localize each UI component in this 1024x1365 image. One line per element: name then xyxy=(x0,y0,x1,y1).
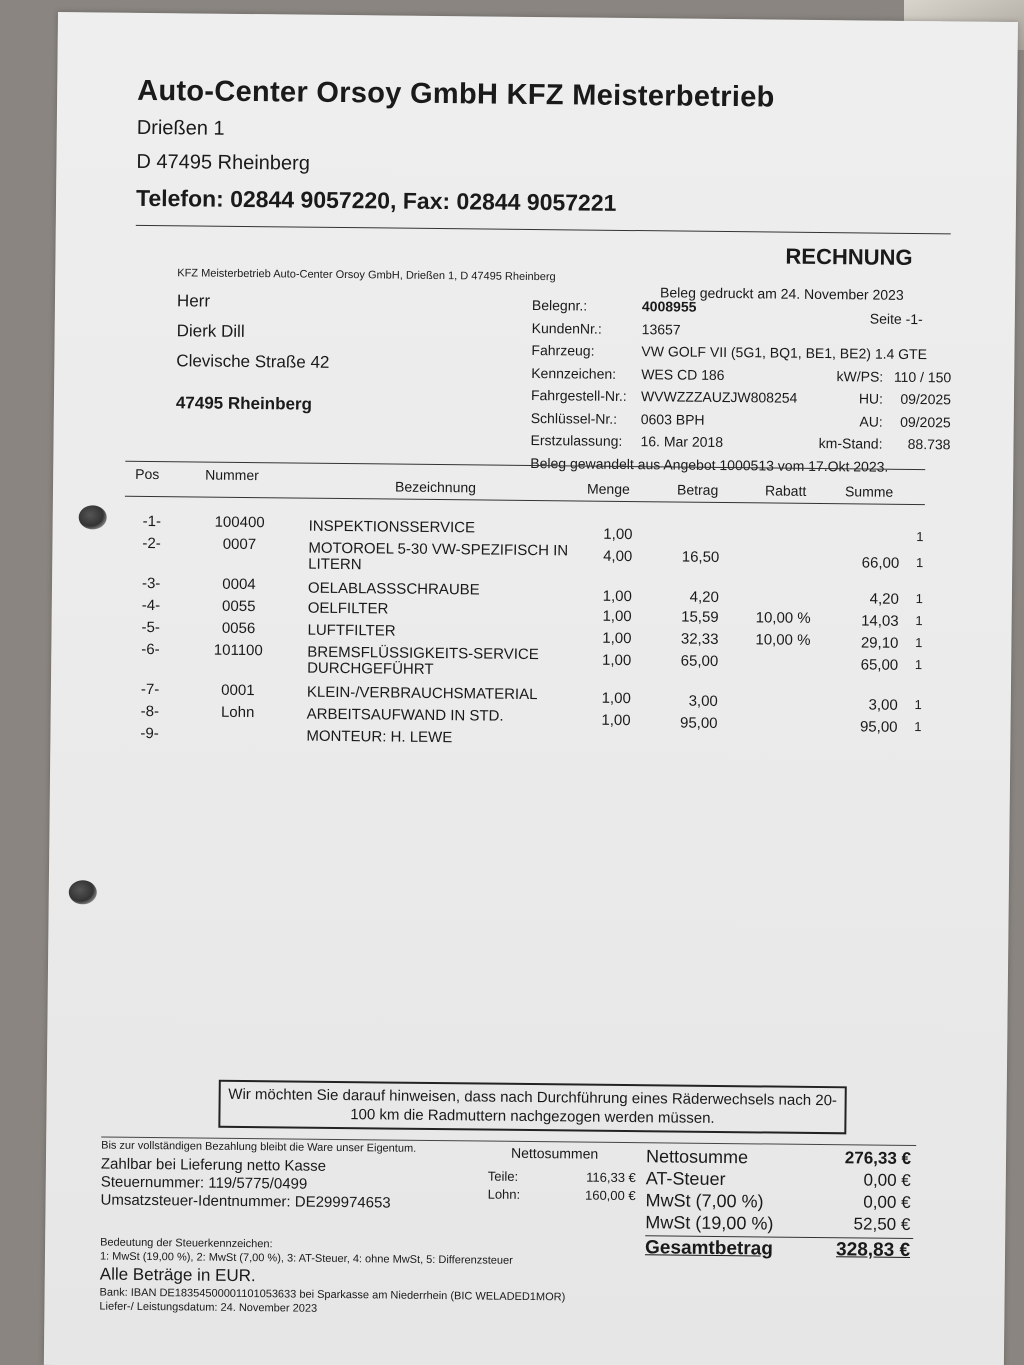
company-city: D 47495 Rheinberg xyxy=(136,150,311,175)
cell-betrag: 4,20 xyxy=(689,588,719,606)
meta-label: Erstzulassung: xyxy=(530,431,623,449)
cell-menge: 4,00 xyxy=(603,547,633,566)
meta-label: Schlüssel-Nr.: xyxy=(530,409,618,427)
net-parts-value: 116,33 € xyxy=(586,1169,636,1186)
recipient-city: 47495 Rheinberg xyxy=(175,393,313,414)
cell-menge: 1,00 xyxy=(603,525,633,544)
tax-key-title: Bedeutung der Steuerkennzeichen: xyxy=(100,1236,273,1251)
col-header-menge: Menge xyxy=(586,480,630,498)
ownership-note: Bis zur vollständigen Bezahlung bleibt die Ware unser Eigentum. xyxy=(101,1139,417,1155)
cell-steuer: 1 xyxy=(915,591,923,607)
engine-power: 110 / 150 xyxy=(893,368,952,385)
cell-betrag: 65,00 xyxy=(680,652,719,670)
cell-nummer: Lohn xyxy=(220,703,255,722)
at-tax-label: AT-Steuer xyxy=(645,1168,726,1190)
hu-date: 09/2025 xyxy=(900,390,952,408)
cell-pos: -9- xyxy=(140,724,159,743)
cell-bezeichnung: BREMSFLÜSSIGKEITS-SERVICE DURCHGEFÜHRT xyxy=(307,643,539,678)
meta-label: kW/PS: xyxy=(836,367,884,385)
meta-label: Fahrgestell-Nr.: xyxy=(530,386,627,404)
cell-pos: -1- xyxy=(142,512,162,531)
cell-rabatt: 10,00 % xyxy=(755,609,811,627)
printed-date: Beleg gedruckt am 24. November 2023 xyxy=(660,284,904,303)
cell-pos: -5- xyxy=(141,618,160,637)
delivery-date: Liefer-/ Leistungsdatum: 24. November 2023 xyxy=(99,1300,318,1315)
sender-line: KFZ Meisterbetrieb Auto-Center Orsoy GmbH, Drießen 1, D 47495 Rheinberg xyxy=(177,267,556,284)
cell-summe: 14,03 xyxy=(861,612,899,630)
meta-label: Fahrzeug: xyxy=(531,341,595,359)
net-total-value: 276,33 € xyxy=(844,1148,912,1168)
mileage: 88.738 xyxy=(907,435,951,453)
line-items xyxy=(122,513,924,755)
vat19-value: 52,50 € xyxy=(853,1214,911,1234)
meta-label: AU: xyxy=(859,412,883,430)
meta-label: HU: xyxy=(858,390,884,407)
cell-menge: 1,00 xyxy=(601,651,632,670)
cell-betrag: 95,00 xyxy=(679,714,718,732)
cell-betrag: 16,50 xyxy=(681,548,720,566)
cell-summe: 65,00 xyxy=(860,656,899,674)
vat-id: Umsatzsteuer-Identnummer: DE299974653 xyxy=(100,1191,391,1212)
cell-betrag xyxy=(670,526,720,527)
cell-summe xyxy=(845,528,900,529)
invoice-page xyxy=(44,12,1018,1365)
col-header-summe: Summe xyxy=(844,483,894,500)
meta-label: km-Stand: xyxy=(818,434,883,452)
meta-label: KundenNr.: xyxy=(531,319,602,337)
at-tax-value: 0,00 € xyxy=(863,1170,911,1190)
cell-nummer xyxy=(208,726,268,727)
vehicle: VW GOLF VII (5G1, BQ1, BE1, BE2) 1.4 GTE xyxy=(641,343,928,363)
au-date: 09/2025 xyxy=(900,413,951,430)
net-labor-value: 160,00 € xyxy=(584,1187,636,1204)
net-labor-label: Lohn: xyxy=(487,1186,521,1202)
cell-menge: 1,00 xyxy=(602,629,632,648)
cell-nummer: 0055 xyxy=(222,597,256,616)
page-number: Seite -1- xyxy=(869,310,923,328)
cell-pos: -3- xyxy=(141,574,161,593)
license-plate: WES CD 186 xyxy=(641,365,725,383)
cell-rabatt xyxy=(750,527,812,528)
cell-nummer: 0007 xyxy=(222,535,257,554)
vat7-value: 0,00 € xyxy=(863,1192,911,1212)
cell-rabatt xyxy=(748,653,810,654)
cell-menge: 1,00 xyxy=(601,711,631,730)
cell-steuer: 1 xyxy=(915,555,924,571)
cell-betrag: 3,00 xyxy=(688,692,718,710)
wheel-change-notice: Wir möchten Sie darauf hinweisen, dass nach Durchführung eines Räderwechsels nach 20-100 km die Radmuttern nachgezogen werden müssen. xyxy=(218,1080,846,1135)
cell-steuer: 1 xyxy=(914,657,923,673)
vat7-label: MwSt (7,00 %) xyxy=(645,1190,764,1212)
cell-bezeichnung: OELFILTER xyxy=(307,599,389,618)
cell-betrag: 15,59 xyxy=(681,608,719,626)
cell-steuer: 1 xyxy=(914,697,922,713)
cell-rabatt xyxy=(749,589,811,590)
cell-bezeichnung: ARBEITSAUFWAND IN STD. xyxy=(306,705,504,725)
invoice-number: 4008955 xyxy=(641,298,697,315)
cell-nummer: 101100 xyxy=(213,641,263,660)
cell-summe: 29,10 xyxy=(860,634,899,652)
cell-bezeichnung: MONTEUR: H. LEWE xyxy=(306,727,453,747)
header-divider xyxy=(136,225,951,235)
col-header-bezeichnung: Bezeichnung xyxy=(394,478,477,496)
cell-bezeichnung: MOTOROEL 5-30 VW-SPEZIFISCH IN LITERN xyxy=(308,539,569,574)
recipient-name: Dierk Dill xyxy=(176,321,245,341)
tax-key-legend: 1: MwSt (19,00 %), 2: MwSt (7,00 %), 3: AT-Steuer, 4: ohne MwSt, 5: Differenzsteuer xyxy=(99,1250,513,1267)
recipient-street: Clevische Straße 42 xyxy=(176,351,330,372)
cell-nummer: 0001 xyxy=(221,681,255,700)
cell-pos: -6- xyxy=(141,640,160,659)
document-type: RECHNUNG xyxy=(785,243,913,270)
company-street: Drießen 1 xyxy=(136,116,225,140)
bank-details: Bank: IBAN DE18354500001101053633 bei Sparkasse am Niederrhein (BIC WELADED1MOR) xyxy=(99,1286,566,1304)
cell-summe: 3,00 xyxy=(868,696,898,714)
col-header-betrag: Betrag xyxy=(676,481,719,498)
punch-hole xyxy=(69,880,97,904)
converted-from-quote: Beleg gewandelt aus Angebot 1000513 vom 17.Okt 2023. xyxy=(530,454,889,475)
cell-betrag: 32,33 xyxy=(680,630,719,648)
first-registration: 16. Mar 2018 xyxy=(640,433,724,450)
company-contact: Telefon: 02844 9057220, Fax: 02844 9057221 xyxy=(135,184,617,216)
cell-summe: 66,00 xyxy=(861,554,900,572)
cell-pos: -7- xyxy=(140,680,160,699)
cell-bezeichnung: LUFTFILTER xyxy=(307,621,396,640)
cell-menge: 1,00 xyxy=(602,587,632,606)
col-header-pos: Pos xyxy=(135,465,160,483)
customer-number: 13657 xyxy=(641,320,681,338)
recipient-salutation: Herr xyxy=(176,291,211,311)
cell-menge: 1,00 xyxy=(601,689,631,708)
tax-number: Steuernummer: 119/5775/0499 xyxy=(100,1173,308,1193)
vat19-label: MwSt (19,00 %) xyxy=(645,1212,774,1234)
cell-summe: 95,00 xyxy=(859,718,898,736)
cell-steuer: 1 xyxy=(914,719,922,735)
invoice-meta xyxy=(530,297,952,459)
cell-rabatt xyxy=(748,715,810,716)
cell-summe: 4,20 xyxy=(869,590,899,608)
vin: WVWZZZAUZJW808254 xyxy=(640,388,798,406)
col-header-rabatt: Rabatt xyxy=(764,482,807,499)
grand-total-label: Gesamtbetrag xyxy=(644,1237,773,1260)
company-name: Auto-Center Orsoy GmbH KFZ Meisterbetrieb xyxy=(137,74,775,114)
net-parts-label: Teile: xyxy=(487,1168,519,1184)
table-header xyxy=(125,461,925,505)
cell-nummer: 0004 xyxy=(222,575,256,594)
cell-pos: -8- xyxy=(140,702,160,721)
grand-total-value: 328,83 € xyxy=(836,1239,911,1261)
cell-pos: -2- xyxy=(142,534,161,553)
net-total-label: Nettosumme xyxy=(645,1146,749,1168)
cell-rabatt xyxy=(749,549,811,550)
currency-note: Alle Beträge in EUR. xyxy=(99,1264,256,1286)
cell-menge: 1,00 xyxy=(602,607,632,626)
cell-steuer: 1 xyxy=(915,613,923,629)
punch-hole xyxy=(79,505,107,529)
cell-bezeichnung: KLEIN-/VERBRAUCHSMATERIAL xyxy=(306,683,538,704)
key-number: 0603 BPH xyxy=(640,410,705,428)
cell-nummer: 0056 xyxy=(221,619,256,638)
payment-terms: Zahlbar bei Lieferung netto Kasse xyxy=(100,1155,327,1175)
cell-pos: -4- xyxy=(141,596,161,615)
cell-steuer: 1 xyxy=(915,635,923,651)
cell-steuer: 1 xyxy=(916,529,924,545)
meta-label: Kennzeichen: xyxy=(531,364,617,382)
net-subtotals-title: Nettosummen xyxy=(510,1144,599,1162)
cell-nummer: 100400 xyxy=(214,513,265,532)
cell-rabatt xyxy=(748,693,810,694)
cell-bezeichnung: INSPEKTIONSSERVICE xyxy=(308,517,476,537)
cell-rabatt: 10,00 % xyxy=(755,631,811,649)
meta-label: Belegnr.: xyxy=(531,296,588,314)
cell-bezeichnung: OELABLASSSCHRAUBE xyxy=(307,579,480,599)
col-header-nummer: Nummer xyxy=(205,466,259,484)
